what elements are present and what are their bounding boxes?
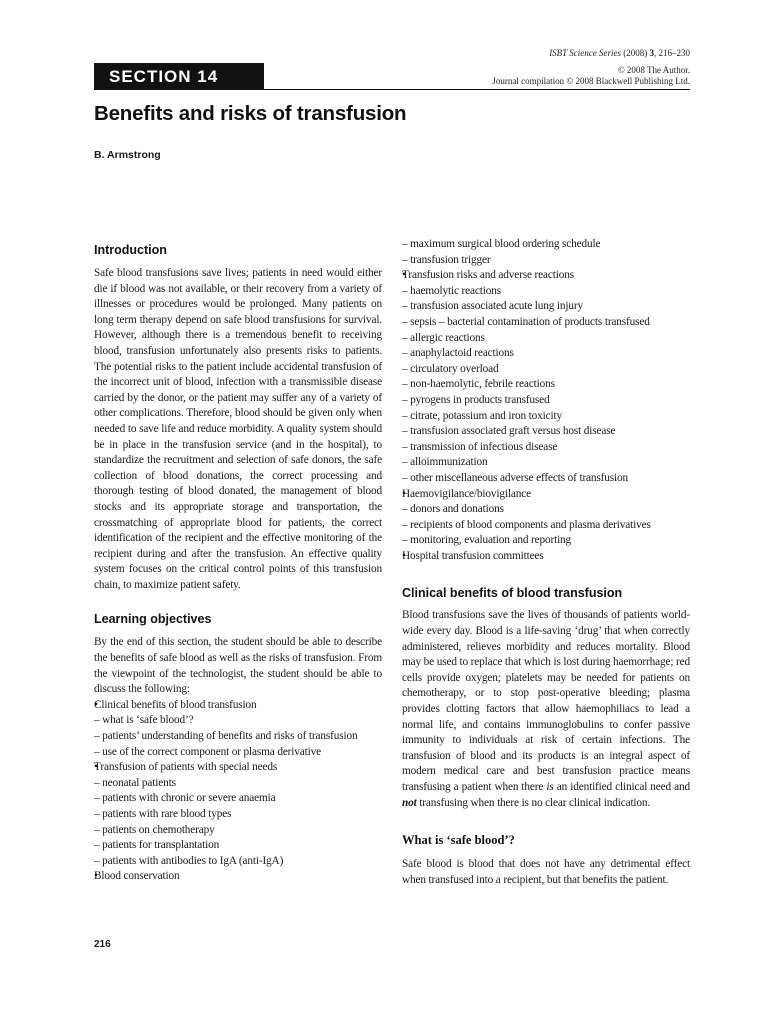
safe-blood-paragraph: Safe blood is blood that does not have any detrimental effect when transfused into a recipient, but that benefits the patient. bbox=[402, 858, 690, 886]
objective-subitem: – other miscellaneous adverse effects of transfusion bbox=[402, 471, 629, 484]
clinical-benefits-heading: Clinical benefits of blood transfusion bbox=[402, 586, 623, 601]
objective-subitem: – transfusion trigger bbox=[402, 253, 491, 266]
page-number: 216 bbox=[94, 939, 111, 950]
objective-subitem: – transfusion associated acute lung injury bbox=[402, 300, 583, 313]
copyright-journal: Journal compilation © 2008 Blackwell Publishing Ltd. bbox=[492, 76, 690, 86]
objective-subitem: – alloimmunization bbox=[402, 456, 488, 469]
objective-bullet-item: • Hospital transfusion committees bbox=[402, 549, 690, 565]
emphasis-not: not bbox=[402, 796, 417, 809]
introduction-heading: Introduction bbox=[94, 243, 167, 257]
objective-bullet-item: • Haemovigilance/biovigilance bbox=[402, 487, 690, 503]
right-column bbox=[402, 237, 690, 888]
emphasis-is: is bbox=[546, 781, 554, 793]
journal-name: ISBT Science Series bbox=[549, 48, 621, 58]
objective-bullet-item: • Blood conservation bbox=[94, 869, 382, 885]
copyright-author: © 2008 The Author. bbox=[617, 65, 690, 75]
objective-subitem: – recipients of blood components and plasma derivatives bbox=[402, 518, 651, 531]
objective-bullet-item: • Clinical benefits of blood transfusion bbox=[94, 698, 382, 714]
objective-subitem: – patients’ understanding of benefits and risks of transfusion bbox=[94, 730, 358, 743]
objectives-list-left bbox=[94, 698, 382, 885]
objective-subitem: – transfusion associated graft versus host disease bbox=[402, 425, 616, 438]
objective-subitem: – haemolytic reactions bbox=[402, 284, 501, 297]
clinical-text-3: transfusing when there is no clear clinical indication. bbox=[416, 796, 651, 809]
left-column bbox=[94, 243, 382, 885]
journal-citation bbox=[470, 48, 690, 87]
objective-subitem: – citrate, potassium and iron toxicity bbox=[402, 409, 562, 422]
safe-blood-heading: What is ‘safe blood’? bbox=[402, 833, 515, 848]
section-divider bbox=[264, 89, 690, 90]
objective-subitem: – patients for transplantation bbox=[94, 839, 220, 852]
clinical-text-2: an identified clinical need and bbox=[553, 781, 690, 793]
introduction-paragraph: Safe blood transfusions save lives; patients in need would either die if blood was not available, or their recovery from a variety of illnesses or procedures would be prolonged. Many patients on long term therapy depend on safe blood transfusions for survival. However, although there is a tremendous benefit to receiving blood, transfusion unfortunately also presents risks to patients. The potential risks to the patient include accidental transfusion of the incorrect unit of blood, infection with a transmissible disease carried by the donor, or the patient may suffer any of a variety of other complications. Therefore, blood should be given only when needed to save life and reduce morbidity. A quality system should be in place in the transfusion service (and in the hospital), to standardize the recruitment and selection of safe donors, the safe collection of blood donations, the correct processing and thorough testing of blood donated, the management of blood stocks and its appropriate storage and transportation, the crossmatching of appropriate blood for patients, the correct identification of the recipient and the effective monitoring of the recipient during and after the transfusion. An effective quality system focuses on the critical control points of this transfusion chain, to maximize patient safety. bbox=[94, 267, 382, 591]
clinical-text-1: Blood transfusions save the lives of thousands of patients world-wide every day. Blood is a life-saving ‘drug’ that when correctly administered, relieves morbidity and reduces mortality. Blood may be used to replace that which is lost during haemorrhage; red cells provide oxygen; platelets may be needed for patients on chemotherapy, or to stop post-operative bleeding; plasma provides clotting factors that allow haemophiliacs to lead a normal life, and contains immunoglobulins to confer passive immunity to individuals at risk of certain infections. The transfusion of blood and its products is an integral aspect of modern medical care and best transfusion practice means transfusing a patient when there bbox=[402, 609, 690, 793]
objective-subitem: – neonatal patients bbox=[94, 776, 176, 789]
journal-pages: , 216–230 bbox=[654, 48, 690, 58]
objective-bullet-item: • Transfusion risks and adverse reactions bbox=[402, 268, 690, 284]
journal-year: (2008) bbox=[621, 48, 650, 58]
objective-subitem: – patients on chemotherapy bbox=[94, 823, 215, 836]
objective-subitem: – circulatory overload bbox=[402, 362, 499, 375]
objective-subitem: – sepsis – bacterial contamination of products transfused bbox=[402, 315, 650, 328]
page-title: Benefits and risks of transfusion bbox=[94, 102, 407, 125]
objective-subitem: – maximum surgical blood ordering schedule bbox=[402, 238, 601, 250]
journal-volume: 3 bbox=[649, 48, 654, 58]
objective-subitem: – patients with antibodies to IgA (anti-IgA) bbox=[94, 854, 284, 867]
learning-objectives-heading: Learning objectives bbox=[94, 612, 212, 627]
objective-subitem: – monitoring, evaluation and reporting bbox=[402, 534, 572, 547]
objective-subitem: – what is ‘safe blood’? bbox=[94, 714, 194, 727]
objective-subitem: – patients with chronic or severe anaemia bbox=[94, 792, 276, 805]
objective-subitem: – donors and donations bbox=[402, 503, 504, 516]
objective-subitem: – patients with rare blood types bbox=[94, 808, 232, 820]
objective-subitem: – anaphylactoid reactions bbox=[402, 347, 514, 360]
objectives-list-right bbox=[402, 237, 690, 564]
objective-subitem: – non-haemolytic, febrile reactions bbox=[402, 378, 555, 391]
objective-bullet-item: • Transfusion of patients with special needs bbox=[94, 760, 382, 776]
section-banner: SECTION 14 bbox=[94, 63, 264, 90]
learning-objectives-intro: By the end of this section, the student should be able to describe the benefits of safe blood as well as the risks of transfusion. From the viewpoint of the technologist, the student should be able to discuss the following: bbox=[94, 636, 382, 696]
author-name: B. Armstrong bbox=[94, 149, 161, 161]
journal-reference-line bbox=[470, 48, 690, 59]
objective-subitem: – use of the correct component or plasma derivative bbox=[94, 745, 321, 758]
objective-subitem: – transmission of infectious disease bbox=[402, 440, 558, 453]
clinical-benefits-paragraph bbox=[402, 608, 690, 811]
objective-subitem: – allergic reactions bbox=[402, 331, 485, 344]
objective-subitem: – pyrogens in products transfused bbox=[402, 393, 550, 406]
